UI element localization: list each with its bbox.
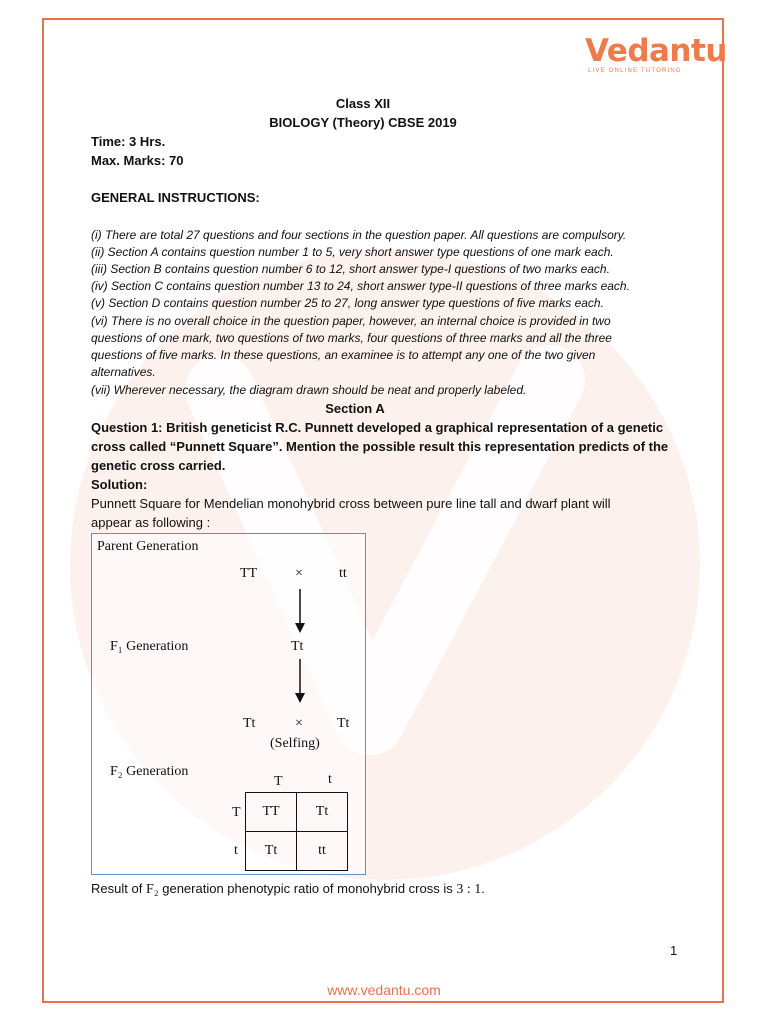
instruction-line: (i) There are total 27 questions and four sections in the question paper. All questions are compulsory. — [91, 228, 627, 242]
cross-symbol: × — [295, 716, 303, 731]
marks-text: Max. Marks: 70 — [91, 153, 184, 168]
punnett-cell: Tt — [297, 793, 348, 832]
cross-symbol: × — [295, 566, 303, 581]
instruction-line: (iii) Section B contains question number 6 to 12, short answer type-I questions of two marks each. — [91, 262, 610, 276]
instruction-line: questions of one mark, two questions of two marks, four questions of three marks and all the three — [91, 331, 612, 345]
result-text: generation phenotypic ratio of monohybrid cross is — [162, 881, 453, 896]
result-ratio: 3 : 1 — [456, 882, 482, 897]
footer-url[interactable]: www.vedantu.com — [327, 982, 441, 998]
arrow-down-icon — [292, 589, 308, 634]
question-line: cross called “Punnett Square”. Mention the possible result this representation predicts of the — [91, 439, 669, 454]
punnett-cell: tt — [297, 832, 348, 871]
instruction-line: alternatives. — [91, 365, 156, 379]
page-number: 1 — [670, 943, 678, 958]
subject-title: BIOLOGY (Theory) CBSE 2019 — [269, 115, 457, 130]
punnett-square — [245, 792, 348, 871]
class-title: Class XII — [335, 96, 391, 111]
result-end: . — [481, 881, 485, 896]
question-line: Question 1: British geneticist R.C. Punnett developed a graphical representation of a genetic — [91, 420, 664, 435]
parent-left: TT — [240, 566, 258, 581]
f2-generation-label: F₂ Generation — [110, 764, 189, 779]
f1-generation-label: F₁ Generation — [110, 639, 189, 654]
instruction-line: (vii) Wherever necessary, the diagram drawn should be neat and properly labeled. — [91, 383, 527, 397]
instruction-line: (vi) There is no overall choice in the question paper, however, an internal choice is provided in two — [91, 314, 611, 328]
punnett-cell: TT — [246, 793, 297, 832]
column-header: t — [328, 772, 332, 787]
section-heading: Section A — [325, 401, 385, 416]
question-line: genetic cross carried. — [91, 458, 226, 473]
vedantu-logo[interactable] — [585, 33, 727, 83]
column-header: T — [274, 774, 283, 789]
f1-value: Tt — [291, 639, 304, 654]
punnett-cell: Tt — [246, 832, 297, 871]
row-header: T — [232, 805, 241, 820]
selfing-left: Tt — [243, 716, 256, 731]
logo-tagline: LIVE ONLINE TUTORING — [588, 68, 682, 74]
answer-line: appear as following : — [91, 515, 211, 530]
logo-text: Vedantu — [585, 33, 727, 69]
solution-label: Solution: — [91, 477, 148, 492]
selfing-right: Tt — [337, 716, 350, 731]
instructions-heading: GENERAL INSTRUCTIONS: — [91, 190, 260, 205]
parent-generation-label: Parent Generation — [97, 539, 199, 554]
selfing-label: (Selfing) — [270, 736, 320, 751]
row-header: t — [234, 843, 238, 858]
result-prefix: Result of — [91, 881, 143, 896]
punnett-diagram — [91, 533, 366, 875]
instruction-line: (v) Section D contains question number 25 to 27, long answer type questions of five marks each. — [91, 296, 604, 310]
instruction-line: questions of five marks. In these questions, an examinee is to attempt any one of the two given — [91, 348, 596, 362]
arrow-down-icon — [292, 659, 308, 704]
result-line — [91, 880, 485, 898]
instruction-line: (ii) Section A contains question number 1 to 5, very short answer type questions of one mark each. — [91, 245, 614, 259]
instruction-line: (iv) Section C contains question number 13 to 24, short answer type-II questions of three marks each. — [91, 279, 630, 293]
result-symbol: F₂ — [145, 882, 159, 897]
parent-right: tt — [339, 566, 347, 581]
answer-line: Punnett Square for Mendelian monohybrid cross between pure line tall and dwarf plant will — [91, 496, 611, 511]
time-text: Time: 3 Hrs. — [91, 134, 166, 149]
